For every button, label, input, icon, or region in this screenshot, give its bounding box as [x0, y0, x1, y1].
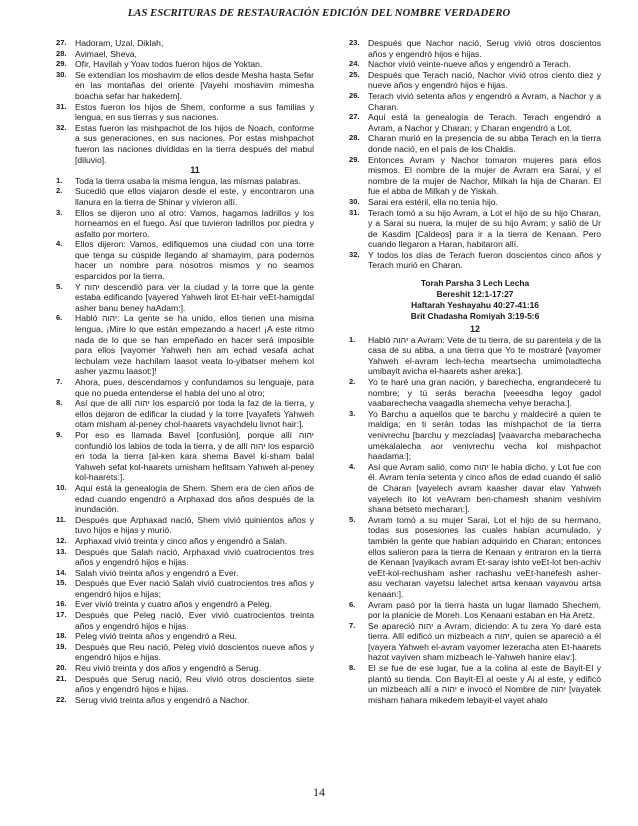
verse: [349, 70, 601, 91]
verse-number: 31.: [349, 207, 360, 217]
verse: [349, 335, 601, 377]
verse-text: Yo te haré una gran nación, y barechecha, engrandeceré tu nombre; y tú serás beracha [veeesdha legoy gadol vaabarechecha vaagadla shemecha vehye beracha:].: [368, 377, 601, 409]
verse-text: Después que Serug nació, Reu vivió otros doscientos siete años y engendró hijos e hijas.: [75, 673, 314, 695]
verse-text: Ellos dijeron: Vamos, edifiquemos una ciudad con una torre que tenga su cúspide llegando al shamayim, para podernos hacer un nombre para nosotros mismos y no seamos esparcidos por la tierra.: [75, 239, 314, 282]
right-column: [349, 38, 601, 705]
verse-number: 3.: [56, 207, 63, 217]
verse-text: Después que Ever nació Salah vivió cuatrocientos tres años y engendró hijos e hijas;: [75, 578, 314, 599]
verse-number: 28.: [349, 133, 360, 143]
running-header: LAS ESCRITURAS DE RESTAURACIÓN EDICIÓN DEL NOMBRE VERDADERO: [127, 8, 511, 19]
verse-text: Así que de allí יהוה los esparció por toda la faz de la tierra, y ellos dejaron de edificar la ciudad y la torre [vayafets Yahweh otam misham al-peney chol-haarets vayachdelu livnot hair:].: [75, 398, 314, 430]
verse-text: Después que Nachor nació, Serug vivió otros doscientos años y engendró hijos e hijas.: [368, 38, 601, 59]
verse-number: 32.: [349, 249, 360, 259]
verse: [349, 462, 601, 515]
verse-number: 10.: [56, 482, 67, 492]
verse: [349, 91, 601, 112]
verse-number: 32.: [56, 122, 67, 132]
verse-number: 23.: [349, 38, 360, 47]
verse: [349, 133, 601, 154]
verse: [56, 59, 314, 70]
verse: [56, 536, 314, 547]
verse-text: Aquí está la genealogía de Shem. Shem era de cien años de edad cuando engendró a Arphaxad dos años después de la inundación.: [75, 482, 314, 515]
verse-number: 9.: [56, 429, 63, 439]
verse: [349, 112, 601, 133]
verse-text: Y todos los días de Terach fueron doscientos cinco años y Terach murió en Charan.: [368, 249, 601, 271]
verse: [56, 547, 314, 568]
verse-text: Terach vivió setenta años y engendró a Avram, a Nachor y a Charan.: [368, 90, 601, 112]
verse-text: Se extendían los moshavim de ellos desde Mesha hasta Sefar en las montañas del oriente [Vayehi moshavim mimesha boacha sefar har hakedem].: [75, 69, 314, 101]
verse: [349, 377, 601, 409]
verse-number: 5.: [56, 281, 63, 291]
verse: [349, 409, 601, 462]
verse-number: 16.: [56, 599, 67, 609]
verse-number: 27.: [56, 38, 67, 47]
verse-text: Arphaxad vivió treinta y cinco años y engendró a Salah.: [75, 535, 288, 546]
verse: [349, 208, 601, 250]
verse: [56, 663, 314, 674]
verse-number: 8.: [349, 663, 356, 673]
verse-text: Ahora, pues, descendamos y confundamos su lenguaje, para que no pueda entenderse el habla del uno al otro;: [75, 377, 314, 398]
verse: [56, 631, 314, 642]
verse-number: 19.: [56, 641, 67, 651]
verse: [56, 377, 314, 398]
verse: [56, 515, 314, 536]
verse-number: 29.: [56, 59, 67, 69]
verse: [349, 38, 601, 59]
chapter-heading: 12: [470, 324, 480, 335]
verse-text: Entonces Avram y Nachor tomaron mujeres para ellos mismos. El nombre de la mujer de Avram era Sarai, y el nombre de la mujer de Nachor, Milkah la hija de Charan. El fue el abba de Milkah y de Yiskah.: [368, 154, 601, 197]
verse-number: 6.: [56, 313, 63, 323]
verse-text: Habló יהוה: La gente se ha unido, ellos tienen una misma lengua, ¡Mire lo que están empezando a hacer! ¡A este ritmo nada de lo que se han empeñado en hacer será imposible para ellos [vayomer Yahweh hen am echad vesafa achat lechulam veze hachilam laasot veata lo-yibatser mehem kol asher yazmu laasot:]!: [75, 313, 314, 377]
verse: [56, 186, 314, 207]
verse: [56, 642, 314, 663]
verse: [56, 123, 314, 165]
verse-number: 8.: [56, 398, 63, 408]
verse-number: 4.: [56, 239, 63, 249]
verse-text: Terach tomó a su hijo Avram, a Lot el hijo de su hijo Charan, y a Sarai su nuera, la mujer de su hijo Avram; y salió de Ur de Kasdim [Caldeos] para ir a la tierra de Kenaan. Pero cuando llegaron a Haran, habitaron allí.: [368, 207, 601, 250]
verse-text: Avram tomó a su mujer Sarai, Lot el hijo de su hermano, todas sus posesiones las cuales habían acumulado, y también la gente que habían adquirido en Charan; entonces ellos salieron para la tierra de Kenaan y entraron en la tierra de Kenaan [vayikach avram Et-saray ishto veEt-lot ben-achiv veEt-kol-rechusham asher rachashu veEt-hanefesh asher-asu vecharan vayetsu lalechet artsa kenaan vayavou artsa kenaan:].: [368, 514, 601, 599]
verse-text: Avram pasó por la tierra hasta un lugar llamado Shechem, por la planicie de Moreh. Los Kenaani estaban en Ha Aretz.: [368, 599, 601, 621]
verse-text: Después que Reu nació, Peleg vivió doscientos nueve años y engendró hijos e hijas.: [75, 641, 314, 663]
verse-text: Por eso es llamada Bavel [confusión], porque allí יהוה confundió los labios de toda la tierra, y de allí יהוה los esparció en toda la tierra [al-ken kara shema Bavel ki-sham balal Yahweh sefat kol-haarets umisham hefitsam Yahweh al-peney kol-haarets:].: [75, 429, 314, 483]
verse-text: Y יהוה descendió para ver la ciudad y la torre que la gente estaba edificando [vayered Yahweh lirot Et-hair veEt-hamigdal asher banu beney haAdam:].: [75, 281, 314, 313]
verse: [56, 176, 314, 187]
verse: [349, 155, 601, 197]
verse-number: 21.: [56, 673, 67, 683]
verse: [56, 578, 314, 599]
verse: [349, 515, 601, 600]
reading-references: [349, 278, 601, 322]
verse-number: 27.: [349, 112, 360, 122]
verse-text: Peleg vivió treinta años y engendró a Reu.: [75, 631, 237, 642]
verse-text: Charan murió en la presencia de su abba Terach en la tierra donde nació, en el país de los Chaldis.: [368, 133, 601, 154]
verse: [349, 600, 601, 621]
verse-text: Estos fueron los hijos de Shem, conforme a sus familias y lengua, en sus tierras y sus naciones.: [75, 101, 314, 123]
verse-number: 20.: [56, 663, 67, 673]
verse-text: Sarai era estéril, ella no tenía hijo.: [368, 196, 498, 207]
verse-number: 31.: [56, 101, 67, 111]
verse-text: Ofir, Havilah y Yoav todos fueron hijos de Yoktan.: [75, 59, 263, 70]
page-number: 14: [313, 785, 325, 799]
verse-number: 13.: [56, 546, 67, 556]
verse-number: 3.: [349, 408, 356, 418]
verse-text: Habló יהוה a Avram: Vete de tu tierra, de su parentela y de la casa de su abba, a una tierra que Yo te mostraré [vayomer Yahweh el-avram lech-lecha meartsecha umimoladtecha umibayit avicha el-haarets asher areka:].: [368, 334, 601, 377]
verse: [56, 610, 314, 631]
verse-text: Así que Avram salió, como יהוה le había dicho, y Lot fue con él. Avram tenía setenta y cinco años de edad cuando él salió de Charan [vayelech avram kaasher davar elav Yahweh vayelech ito lot veAvram ben-chamesh shanim veshivim shana betseto mecharan:].: [368, 461, 602, 515]
reading-reference-line: Haftarah Yeshayahu 40:27-41:16: [411, 300, 539, 311]
verse-number: 18.: [56, 631, 67, 641]
verse-text: Después que Arphaxad nació, Shem vivió quinientos años y tuvo hijos e hijas y murió.: [75, 514, 314, 536]
verse-text: Después que Terach nació, Nachor vivió otros ciento diez y nueve años y engendró hijos e hijas.: [368, 69, 601, 91]
verse: [56, 483, 314, 515]
verse: [56, 70, 314, 102]
verse-text: Avimael, Sheva,: [75, 48, 137, 59]
verse-text: Serug vivió treinta años y engendró a Nachor.: [75, 694, 250, 705]
verse-number: 1.: [349, 334, 356, 344]
chapter-heading: 11: [190, 165, 200, 176]
verse: [56, 313, 314, 377]
verse-number: 4.: [349, 461, 356, 471]
verse-number: 30.: [349, 196, 360, 206]
verse: [349, 59, 601, 70]
verse: [56, 282, 314, 314]
verse: [349, 250, 601, 271]
verse: [56, 208, 314, 240]
verse-number: 29.: [349, 154, 360, 164]
verse-number: 1.: [56, 175, 63, 185]
verse: [56, 102, 314, 123]
verse-number: 6.: [349, 599, 356, 609]
verse: [56, 674, 314, 695]
verse-text: Nachor vivió veinte-nueve años y engendró a Terach.: [368, 59, 571, 70]
verse-text: Después que Peleg nació, Ever vivió cuatrocientos treinta años y engendró hijos e hijas.: [75, 610, 314, 631]
verse-text: Toda la tierra usaba la misma lengua, las mismas palabras.: [75, 175, 301, 186]
verse-text: Después que Salah nació, Arphaxad vivió cuatrocientos tres años y engendró hijos e hijas.: [75, 546, 314, 568]
verse: [56, 398, 314, 430]
verse-number: 28.: [56, 48, 67, 58]
verse-text: El se fue de ese lugar, fue a la colina al este de Bayit-El y plantó su tienda. Con Bayit-El al oeste y Ai al este, y edificó un mizbeach allí a יהוה e invocó el Nombre de יהוה [vayatek misham hahara mikedem lebayit-el vayet ahalo: [368, 663, 601, 705]
verse-number: 25.: [349, 69, 360, 79]
verse: [56, 568, 314, 579]
verse-number: 24.: [349, 59, 360, 69]
verse-text: Aquí está la genealogía de Terach. Terach engendró a Avram, a Nachor y Charan; y Charan engendró a Lot.: [368, 112, 601, 133]
verse-number: 5.: [349, 514, 356, 524]
verse-number: 22.: [56, 694, 67, 704]
verse-text: Ellos se dijeron uno al otro: Vamos, hagamos ladrillos y los horneamos en el fuego. Así que tuvieron ladrillos por piedra y asfalto por mortero.: [75, 207, 314, 239]
verse-number: 26.: [349, 90, 360, 100]
verse-text: Reu vivió treinta y dos años y engendró a Serug.: [75, 663, 261, 674]
verse: [56, 695, 314, 706]
verse-text: Estas fueron las mishpachot de los hijos de Noach, conforme a sus generaciones, en sus naciones. Por estas mishpachot fueron las naciones divididas en la tierra después del mabul [diluvio].: [75, 122, 314, 165]
verse-text: Ever vivió treinta y cuatro años y engendró a Peleg.: [75, 599, 272, 610]
verse-number: 2.: [349, 377, 356, 387]
verse-number: 15.: [56, 578, 67, 588]
verse-text: Hadoram, Uzal, Diklah,: [75, 38, 164, 48]
verse-text: Se apareció יהוה a Avram, diciendo: A tu zera Yo daré esta tierra. Allí edificó un mizbeach a יהוה, quien se apareció a él [vayera Yahweh el-avram vayomer lezeracha aten Et-haarets hazot vayiven sham mizbeach le-Yahweh hanire elav:].: [368, 620, 601, 663]
verse-text: Salah vivió treinta años y engendró a Ever.: [75, 567, 239, 578]
verse-number: 12.: [56, 535, 67, 545]
verse-number: 7.: [349, 620, 356, 630]
verse: [56, 599, 314, 610]
reading-reference-line: Bereshit 12:1-17:27: [436, 289, 514, 300]
verse: [349, 621, 601, 663]
verse: [56, 430, 314, 483]
verse-number: 7.: [56, 377, 63, 386]
verse: [349, 663, 601, 705]
verse-number: 14.: [56, 567, 67, 577]
verse-number: 2.: [56, 186, 63, 196]
verse: [56, 49, 314, 60]
verse-text: Sucedió que ellos viajaron desde el este, y encontraron una llanura en la tierra de Shinar y vivieron allí.: [75, 186, 314, 207]
verse: [349, 197, 601, 208]
verse-text: Yo Barchu a aquellos que te barchu y maldeciré a quien te maldiga; en ti serán todas las mishpachot de la tierra venivrechu [barchu y mezcladas] [vaavarcha mebarachecha umekalalecha aor venivrechu vecha kol mishpachot haadama:];: [368, 408, 601, 462]
verse: [56, 239, 314, 281]
verse-number: 11.: [56, 514, 67, 524]
verse: [56, 38, 314, 49]
verse-number: 17.: [56, 610, 67, 620]
verse-number: 30.: [56, 69, 67, 79]
reading-reference-line: Torah Parsha 3 Lech Lecha: [420, 278, 530, 289]
left-column: [56, 38, 314, 705]
reading-reference-line: Brit Chadasha Romiyah 3:19-5:6: [410, 311, 540, 322]
